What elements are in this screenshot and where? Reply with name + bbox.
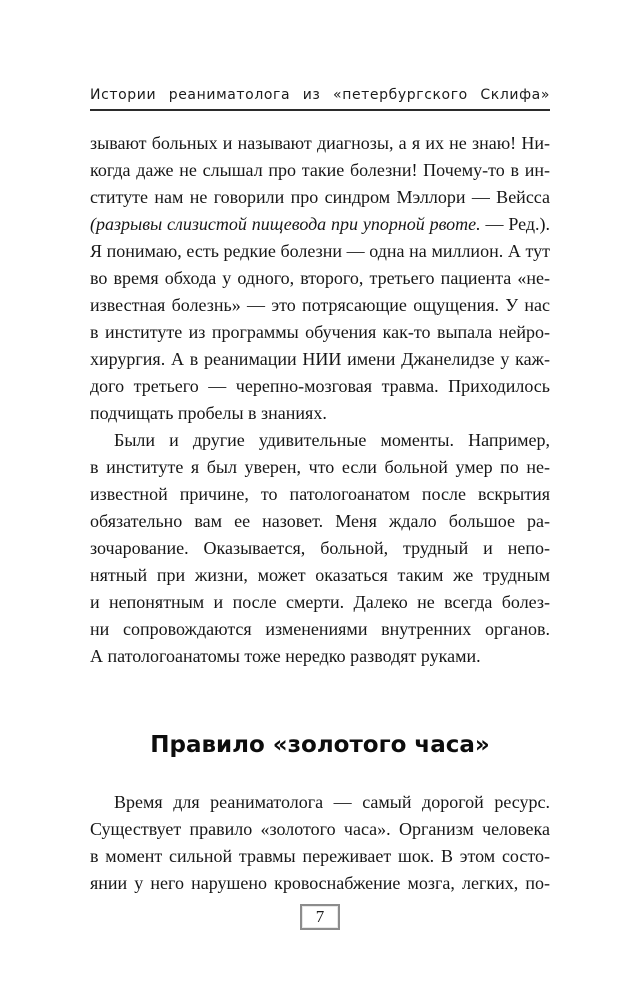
- text-line: [90, 616, 550, 643]
- text-line: [90, 346, 550, 373]
- running-header: Истории реаниматолога из «петербургского Склифа»: [90, 86, 550, 111]
- text-line: [90, 184, 550, 211]
- text-segment: Существует правило «золотого часа». Организм человека: [90, 819, 550, 839]
- text-line: [90, 157, 550, 184]
- italic-text-segment: (разрывы слизистой пищевода при упорной рвоте.: [90, 214, 481, 234]
- text-segment: и непонятным и после смерти. Далеко не всегда болез-: [90, 592, 550, 612]
- text-line: [90, 508, 550, 535]
- text-segment: — Ред.).: [480, 214, 550, 234]
- text-line: [90, 816, 550, 843]
- text-line: [90, 427, 550, 454]
- page-number-box: [300, 904, 340, 930]
- text-line: [90, 454, 550, 481]
- section-heading: Правило «золотого часа»: [150, 732, 490, 758]
- text-segment: когда даже не слышал про такие болезни! Почему-то в ин-: [90, 160, 550, 180]
- text-line: [90, 535, 550, 562]
- text-segment: А патологоанатомы тоже нередко разводят руками.: [90, 646, 481, 666]
- text-segment: зывают больных и называют диагнозы, а я их не знаю! Ни-: [90, 133, 550, 153]
- page-body: [90, 130, 550, 897]
- text-segment: янии у него нарушено кровоснабжение мозга, легких, по-: [90, 873, 550, 893]
- text-segment: обязательно вам ее назовет. Меня ждало большое ра-: [90, 511, 550, 531]
- text-segment: хирургия. А в реанимации НИИ имени Джанелидзе у каж-: [90, 349, 550, 369]
- text-segment: в институте я был уверен, что если больной умер по не-: [90, 457, 550, 477]
- text-segment: Я понимаю, есть редкие болезни — одна на миллион. А тут: [90, 241, 550, 261]
- text-line: [90, 130, 550, 157]
- text-segment: Были и другие удивительные моменты. Например,: [114, 430, 550, 450]
- text-segment: известная болезнь» — это потрясающие ощущения. У нас: [90, 295, 550, 315]
- page-number: 7: [315, 907, 325, 926]
- text-line: [90, 870, 550, 897]
- paragraph: [90, 789, 550, 897]
- text-segment: ни сопровождаются изменениями внутренних органов.: [90, 619, 550, 639]
- text-line: [90, 643, 550, 670]
- text-line: [90, 589, 550, 616]
- text-line: [90, 562, 550, 589]
- text-segment: в институте из программы обучения как-то выпала нейро-: [90, 322, 550, 342]
- text-line: [90, 211, 550, 238]
- text-line: [90, 319, 550, 346]
- paragraph: [90, 130, 550, 427]
- text-line: [90, 238, 550, 265]
- text-segment: в момент сильной травмы переживает шок. В этом состо-: [90, 846, 550, 866]
- text-segment: известной причине, то патологоанатом после вскрытия: [90, 484, 550, 504]
- text-line: [90, 265, 550, 292]
- text-segment: ституте нам не говорили про синдром Мэллори — Вейсса: [90, 187, 550, 207]
- text-line: [90, 400, 550, 427]
- text-line: [90, 789, 550, 816]
- text-segment: дого третьего — черепно-мозговая травма. Приходилось: [90, 376, 550, 396]
- text-line: [90, 373, 550, 400]
- text-line: [90, 481, 550, 508]
- text-segment: нятный при жизни, может оказаться таким же трудным: [90, 565, 550, 585]
- paragraph: [90, 427, 550, 670]
- text-line: [90, 843, 550, 870]
- text-segment: подчищать пробелы в знаниях.: [90, 403, 327, 423]
- text-segment: во время обхода у одного, второго, третьего пациента «не-: [90, 268, 550, 288]
- text-line: [90, 292, 550, 319]
- text-segment: зочарование. Оказывается, больной, трудный и непо-: [90, 538, 550, 558]
- text-segment: Время для реаниматолога — самый дорогой ресурс.: [114, 792, 550, 812]
